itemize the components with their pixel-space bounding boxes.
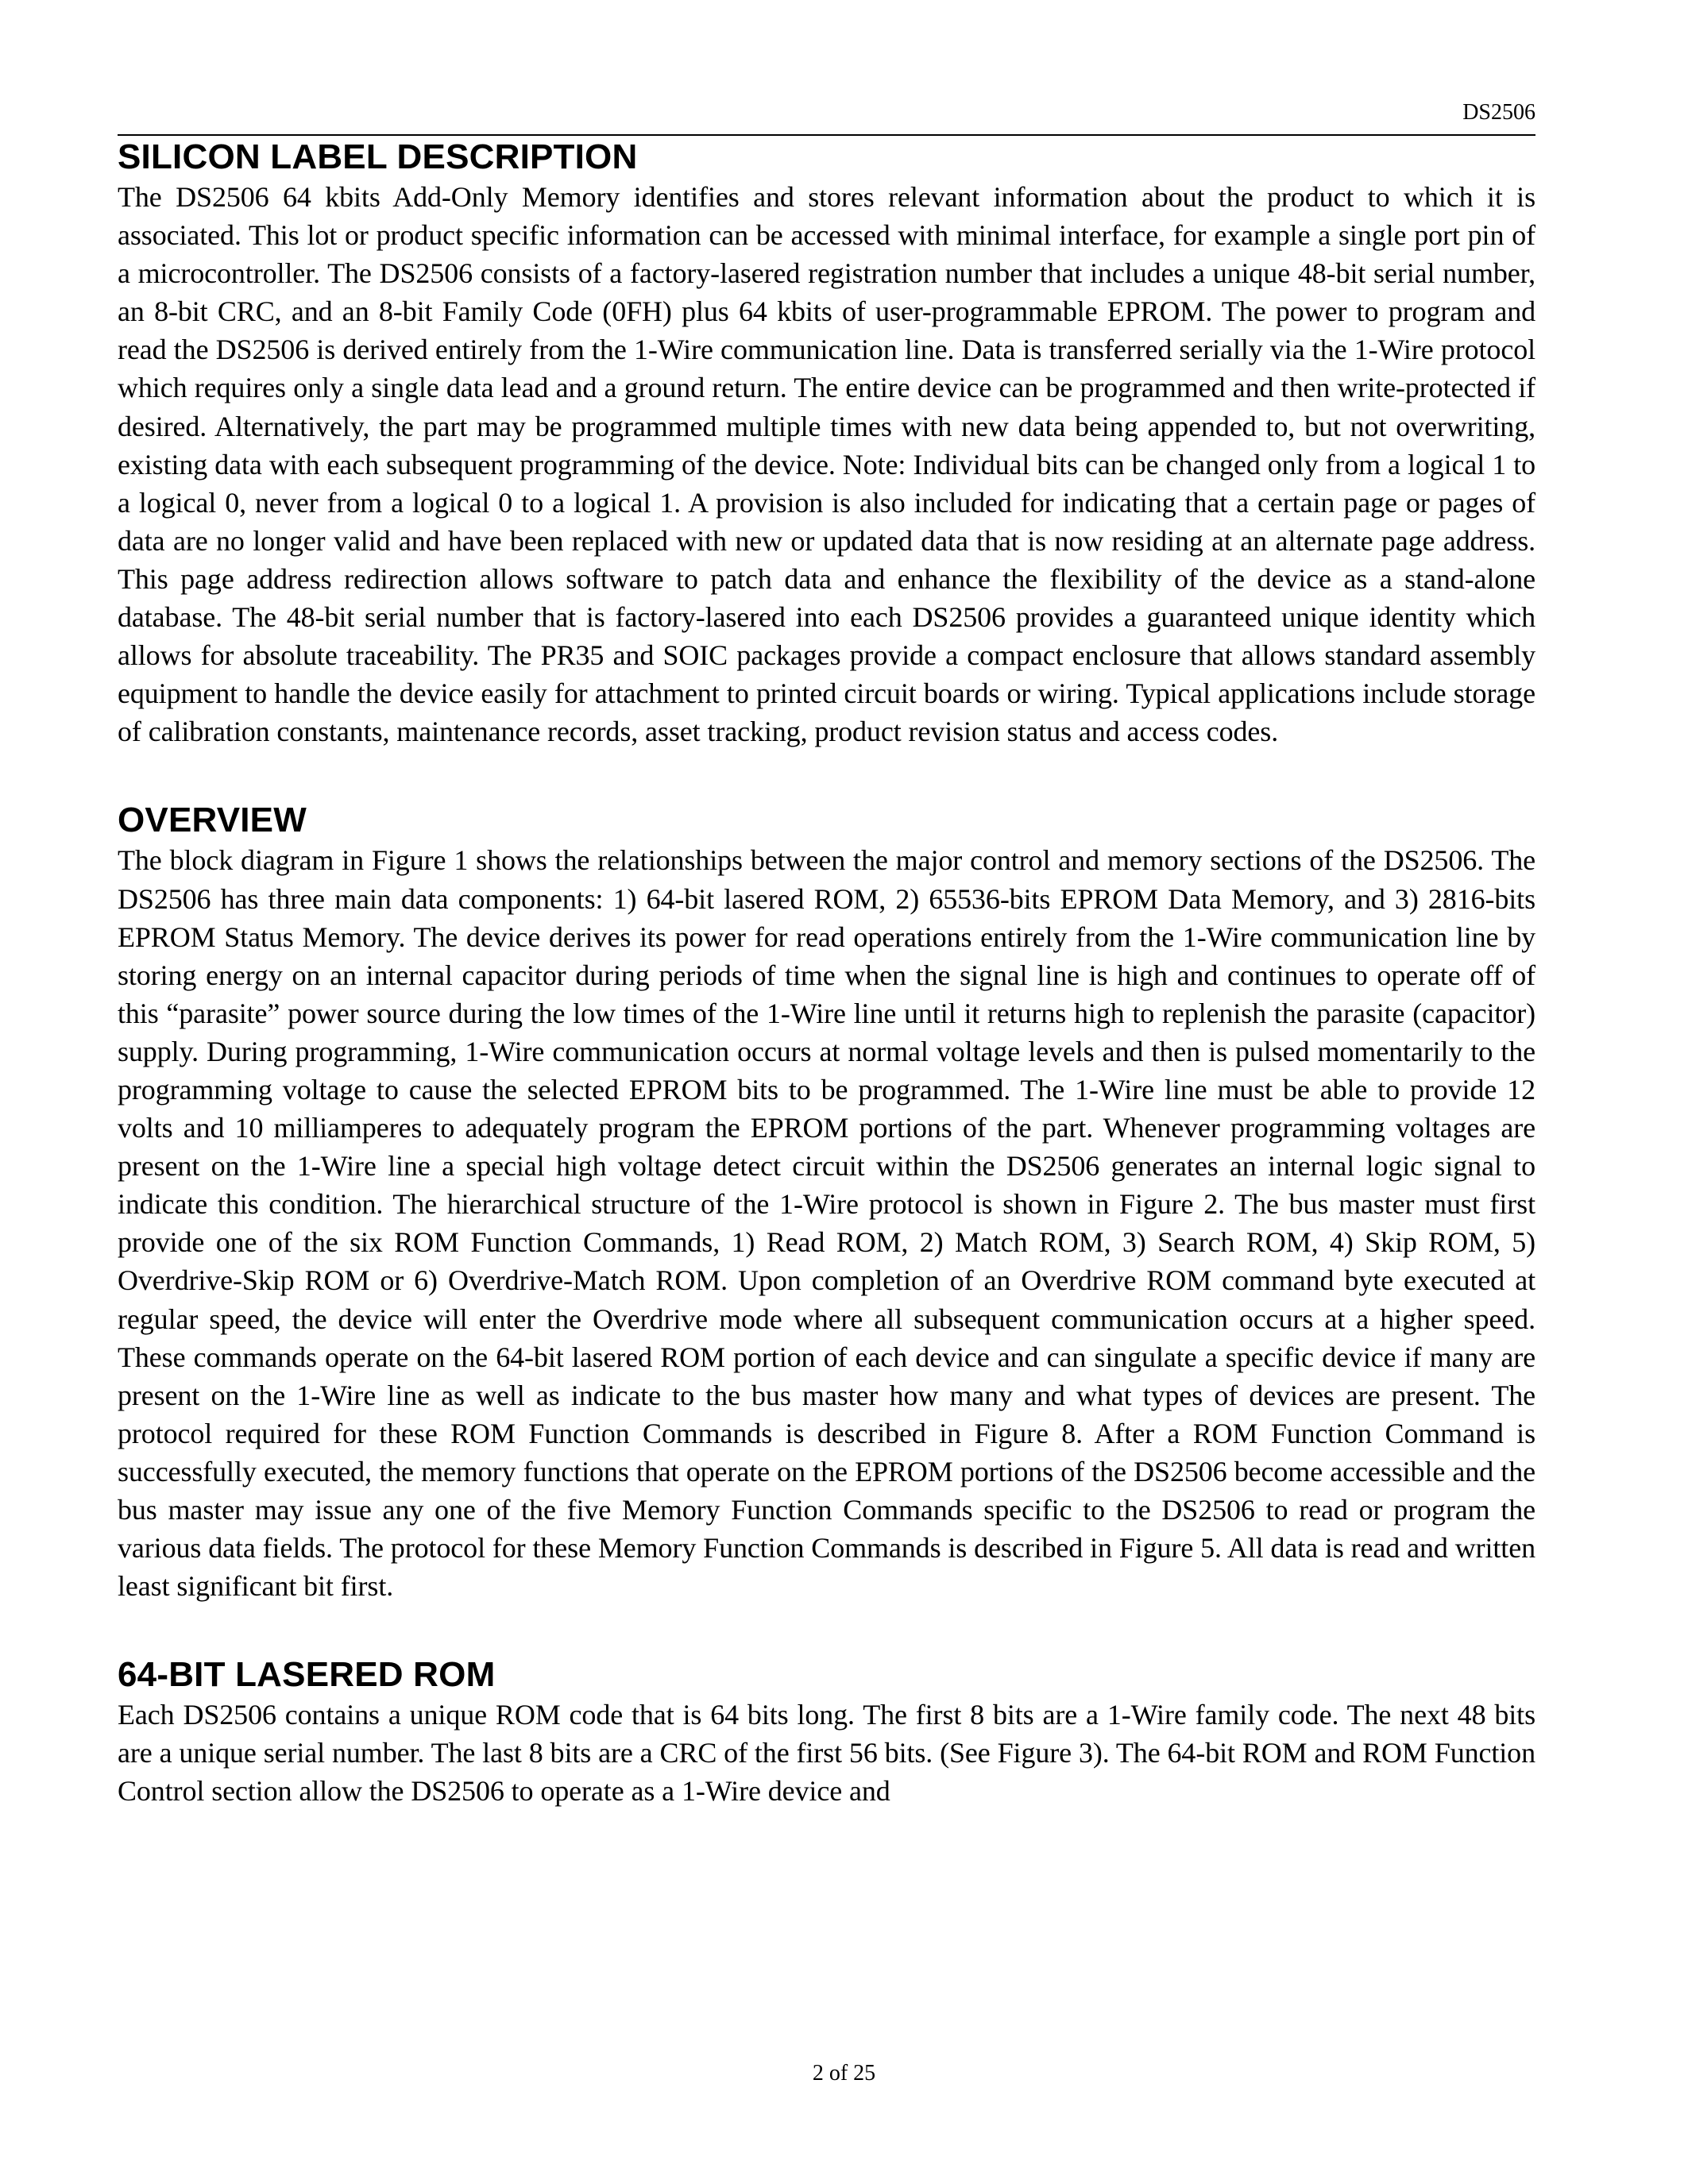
header-divider [118,134,1535,136]
page-number: 2 of 25 [812,2061,876,2086]
section-paragraph: Each DS2506 contains a unique ROM code that is 64 bits long. The first 8 bits are a 1-Wire family code. The next 48 bits are a unique serial number. The last 8 bits are a CRC of the first 56 bits. (See Figure 3). The 64-bit ROM and ROM Function Control section allow the DS2506 to operate as a 1-Wire device and [118,1699,1535,1808]
section-paragraph: The block diagram in Figure 1 shows the relationships between the major control and memory sections of the DS2506. The DS2506 has three main data components: 1) 64-bit lasered ROM, 2) 65536-bits EPROM Data Memory, and 3) 2816-bits EPROM Status Memory. The device derives its power for read operations entirely from the 1-Wire communication line by storing energy on an internal capacitor during periods of time when the signal line is high and continues to operate off of this “parasite” power source during the low times of the 1-Wire line until it returns high to replenish the parasite (capacitor) supply. During programming, 1-Wire communication occurs at normal voltage levels and then is pulsed momentarily to the programming voltage to cause the selected EPROM bits to be programmed. The 1-Wire line must be able to provide 12 volts and 10 milliamperes to adequately program the EPROM portions of the part. Whenever programming voltages are present on the 1-Wire line a special high voltage detect circuit within the DS2506 generates an internal logic signal to indicate this condition. The hierarchical structure of the 1-Wire protocol is shown in Figure 2. The bus master must first provide one of the six ROM Function Commands, 1) Read ROM, 2) Match ROM, 3) Search ROM, 4) Skip ROM, 5) Overdrive-Skip ROM or 6) Overdrive-Match ROM. Upon completion of an Overdrive ROM command byte executed at regular speed, the device will enter the Overdrive mode where all subsequent communication occurs at a higher speed. These commands operate on the 64-bit lasered ROM portion of each device and can singulate a specific device if many are present on the 1-Wire line as well as indicate to the bus master how many and what types of devices are present. The protocol required for these ROM Function Commands is described in Figure 8. After a ROM Function Command is successfully executed, the memory functions that operate on the EPROM portions of the DS2506 become accessible and the bus master may issue any one of the five Memory Function Commands specific to the DS2506 to read or program the various data fields. The protocol for these Memory Function Commands is described in Figure 5. All data is read and written least significant bit first. [118,844,1535,1603]
section-heading: 64-BIT LASERED ROM [118,1655,496,1695]
section-64-bit-lasered-rom [118,1654,1535,1810]
header-doc-id: DS2506 [1462,100,1535,125]
section-heading: OVERVIEW [118,801,307,840]
section-silicon-label-description [118,137,1535,751]
section-heading: SILICON LABEL DESCRIPTION [118,137,638,176]
section-paragraph: The DS2506 64 kbits Add-Only Memory identifies and stores relevant information about the product to which it is associated. This lot or product specific information can be accessed with minimal interface, for example a single port pin of a microcontroller. The DS2506 consists of a factory-lasered registration number that includes a unique 48-bit serial number, an 8-bit CRC, and an 8-bit Family Code (0FH) plus 64 kbits of user-programmable EPROM. The power to program and read the DS2506 is derived entirely from the 1-Wire communication line. Data is transferred serially via the 1-Wire protocol which requires only a single data lead and a ground return. The entire device can be programmed and then write-protected if desired. Alternatively, the part may be programmed multiple times with new data being appended to, but not overwriting, existing data with each subsequent programming of the device. Note: Individual bits can be changed only from a logical 1 to a logical 0, never from a logical 0 to a logical 1. A provision is also included for indicating that a certain page or pages of data are no longer valid and have been replaced with new or updated data that is now residing at an alternate page address. This page address redirection allows software to patch data and enhance the flexibility of the device as a stand-alone database. The 48-bit serial number that is factory-lasered into each DS2506 provides a guaranteed unique identity which allows for absolute traceability. The PR35 and SOIC packages provide a compact enclosure that allows standard assembly equipment to handle the device easily for attachment to printed circuit boards or wiring. Typical applications include storage of calibration constants, maintenance records, asset tracking, product revision status and access codes. [118,181,1535,748]
page-content [118,137,1535,1811]
section-overview [118,800,1535,1605]
